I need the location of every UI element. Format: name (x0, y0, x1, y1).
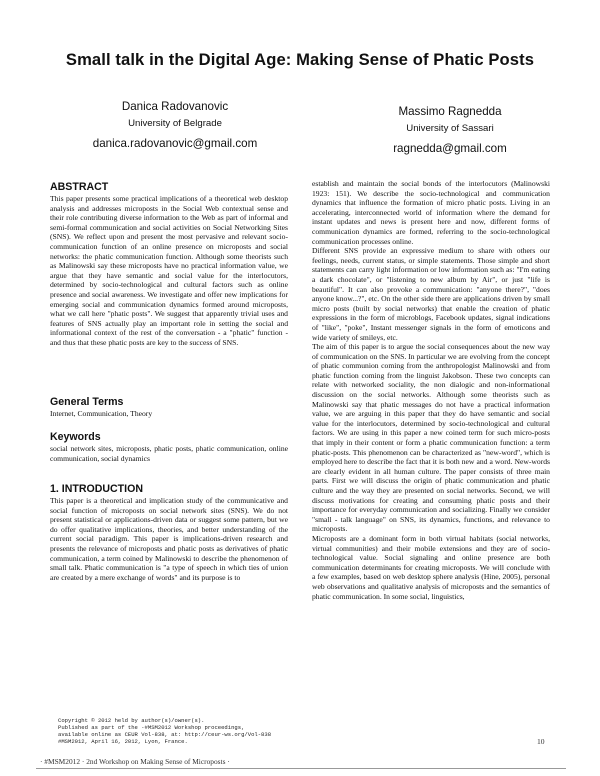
author-block-2 (335, 105, 565, 156)
introduction-text: This paper is a theoretical and implication study of the communicative and social function of microposts on social network sites (SNS). We do not present statistical or applications-driven data or suggest some pattern, but we do offer qualitative implications, theories, and better understanding of the current social paradigm. This paper is implications-driven research and presents the relevance of microposts and phatic posts as derivatives of phatic communication, a term coined by Malinowski to describe the phenomenon of small talk. Phatic communication is "a type of speech in which ties of union are created by a mere exchange of words" and its purpose is to (50, 496, 288, 582)
general-terms-section (50, 396, 288, 419)
author-affiliation: University of Sassari (406, 123, 494, 134)
paragraph: Microposts are a dominant form in both virtual habitats (social networks, virtual communities) and their mobile extensions and they are of socio-technological value. Social signaling and online presence are both communication determinants for creating microposts. We will conclude with a few examples, based on web desktop sphere analysis (Hine, 2005), personal web observations and qualitative analysis of microposts and the semantics of phatic communication. In some social, linguistics, (312, 533, 550, 601)
paragraph: establish and maintain the social bonds of the interlocutors (Malinowski 1923: 151). We describe the socio-technological and communication dynamics that influence the formation of micro phatic posts. Living in an accelerating, interconnected world of information where the demand for instant updates and news is present here and now, different forms of communication dynamics are formed, referring to the socio-technological communication processes online. (312, 179, 550, 246)
general-terms-heading: General Terms (50, 396, 124, 408)
author-email: ragnedda@gmail.com (393, 142, 507, 155)
copyright-line: Copyright © 2012 held by author(s)/owner(s). (58, 717, 205, 724)
author-name: Danica Radovanovic (121, 100, 229, 113)
author-block-1 (60, 100, 290, 151)
page-footer: · #MSM2012 · 2nd Workshop on Making Sense of Microposts · (40, 757, 230, 766)
author-email: danica.radovanovic@gmail.com (92, 137, 258, 150)
paper-title: Small talk in the Digital Age: Making Sense of Phatic Posts (65, 50, 535, 69)
footer-divider (36, 768, 566, 769)
copyright-line: available online as CEUR Vol-838, at: http://ceur-ws.org/Vol-838 (58, 730, 272, 738)
abstract-text: This paper presents some practical implications of a theoretical web desktop analysis and addresses microposts in the Social Web contextual sense and their role contributing diverse information to the Web as part of informal and semi-formal communication and social activities on Social Networking Sites (SNS). We reflect upon and present the most pervasive and relevant socio-communication function of an online presence on microposts and social networks: the phatic communication function. Although some theorists such as Malinowski say these microposts have no practical information value, we argue that they have semantic and social value for the interlocutors, determined by socio-technological and cultural factors such as online presence and social awareness. We investigate and offer new implications for emerging social and communication dynamics formed around microposts, what we call here "phatic posts". We suggest that apparently trivial uses and features of SNS actually play an important role in setting the social and informational context of the rest of the conversation - a "phatic" function - and thus that these phatic posts are key to the success of SNS. (50, 194, 288, 347)
copyright-notice (58, 718, 288, 746)
paragraph: The aim of this paper is to argue the social consequences about the new way of communication on the SNS. In particular we are evolving from the concept of phatic communion coming from the anthropologist Malinowski and from phatic function coming from the linguist Jakobson. These two concepts can relate with networked sociality, the non dialogic and non-informational discussion on the social networks. Although some theorists such as Malinowski say that phatic messages do not have a practical information value, we are arguing in this paper that they do have semantic and social value for the interlocutors, determined by socio-technological and cultural factors. We are using in this paper a new coined term for such micro-posts that imply in their content or form a phatic communication function: a term phatic-posts. This phenomenon can be characterized as "new-word", which is employed here to describe the fact that it is both new and a word. New-words are clearly evident in all human culture. The paper consists of three main parts. First we will discuss the origin of phatic communication and phatic culture and the way they are presented on social networks. Second, we will discuss motivations for creating and consuming phatic posts and their importance for everyday communication and socializing. Finally we consider "small - talk language" on SNS, its dynamics, functions, and relevance to microposts. (312, 342, 550, 534)
abstract-heading: ABSTRACT (50, 181, 109, 193)
author-affiliation: University of Belgrade (128, 118, 222, 129)
introduction-heading: 1. INTRODUCTION (50, 483, 143, 495)
page-number: 10 (537, 737, 545, 746)
copyright-line: #MSM2012, April 16, 2012, Lyon, France. (58, 737, 188, 745)
keywords-text: social network sites, microposts, phatic posts, phatic communication, online communication, social dynamics (50, 444, 288, 463)
general-terms-text: Internet, Communication, Theory (50, 409, 153, 418)
keywords-section (50, 431, 288, 463)
keywords-heading: Keywords (50, 431, 101, 443)
copyright-line: Published as part of the ·#MSM2012 Workshop proceedings, (58, 723, 245, 731)
author-name: Massimo Ragnedda (398, 105, 502, 118)
introduction-section (50, 483, 288, 582)
abstract-section (50, 181, 288, 348)
right-column (312, 179, 550, 601)
paragraph: Different SNS provide an expressive medium to share with others our feelings, needs, current status, or simple statements. Those simple and short statements can carry light information or low information such as: "I'm eating a dark chocolate", or "listening to new album by Air", or just "life is beautiful". It can also provoke a communication: "anyone there?", "does anyone know...?", etc. On the other side there are applications driven by small micro posts (built by social networks) that enable the creation of phatic expressions in the form of microblogs, Facebook updates, signal indications of "like", "poke", Instant messenger signals in the form of emoticons and wide variety of smileys, etc. (312, 246, 550, 342)
